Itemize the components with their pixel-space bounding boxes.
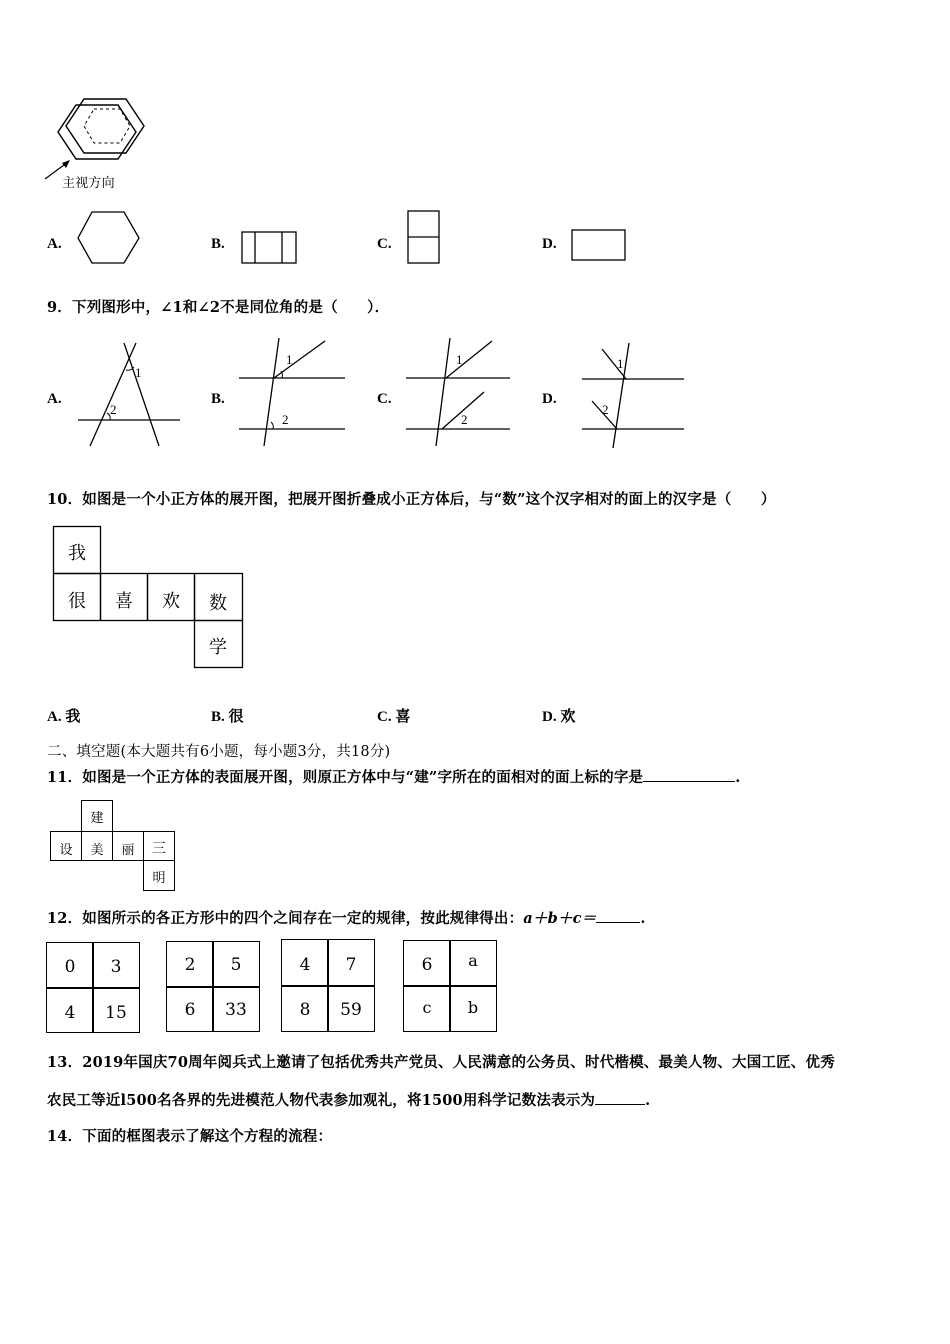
angle-2-label: 2 [461, 412, 468, 427]
square-value: 5 [230, 955, 242, 975]
q14-stem: 14．下面的框图表示了解这个方程的流程： [47, 1128, 333, 1145]
net-cell-ming: 明 [152, 871, 166, 886]
pattern-square-1 [46, 942, 140, 1033]
angle-1-label: 1 [286, 352, 293, 367]
q8-option-b-letter[interactable]: B. [211, 236, 225, 252]
square-value: 2 [184, 955, 196, 975]
q9-option-c-letter[interactable]: C. [377, 391, 392, 407]
q9-stem: 9．下列图形中，∠1和∠2不是同位角的是（ ）． [47, 299, 390, 316]
square-value: 6 [421, 955, 433, 975]
angle-2-label: 2 [110, 402, 117, 417]
q8-option-a-letter[interactable]: A. [47, 236, 62, 252]
square-value: 0 [64, 957, 76, 977]
q10-option-c[interactable]: C. 喜 [377, 709, 411, 725]
angle-1-label: 1 [456, 352, 463, 367]
q11-stem: 11．如图是一个正方体的表面展开图，则原正方体中与“建”字所在的面相对的面上标的字是 . [47, 769, 741, 786]
square-value: 33 [225, 1000, 247, 1020]
q10-stem: 10．如图是一个小正方体的展开图，把展开图折叠成小正方体后，与“数”这个汉字相对的面上的汉字是（ ） [47, 491, 776, 508]
square-value: 8 [299, 1000, 311, 1020]
q10-option-d[interactable]: D. 欢 [542, 709, 576, 725]
stacked-rectangles-shape [407, 210, 441, 265]
q10-cube-net [53, 526, 245, 669]
three-rectangles-shape [241, 231, 297, 265]
q9-option-b-letter[interactable]: B. [211, 391, 225, 407]
square-value: a [468, 951, 478, 970]
net-cell-li: 丽 [121, 843, 135, 858]
net-cell-she: 设 [59, 843, 73, 858]
net-cell-san: 三 [152, 841, 166, 857]
q9-option-d-letter[interactable]: D. [542, 391, 557, 407]
view-direction-label: 主视方向 [62, 176, 115, 191]
answer-blank[interactable] [595, 1092, 645, 1105]
q10-option-b[interactable]: B. 很 [211, 709, 244, 725]
answer-blank[interactable] [643, 769, 735, 782]
pattern-square-2 [166, 941, 260, 1032]
pattern-square-4 [403, 940, 497, 1032]
square-value: b [467, 998, 479, 1017]
q10-option-a[interactable]: A. 我 [47, 709, 81, 725]
square-value: 15 [105, 1003, 127, 1023]
net-cell-xue: 学 [209, 637, 227, 658]
q11-cube-net [49, 799, 179, 893]
pattern-square-3 [281, 939, 375, 1032]
q9-figure-d [580, 340, 686, 450]
q13-line-1: 13．2019年国庆70周年阅兵式上邀请了包括优秀共产党员、人民满意的公务员、时代楷模、最美人物、大国工匠、优秀 [47, 1054, 835, 1071]
hexagon-shape [76, 210, 142, 266]
q9-option-a-letter[interactable]: A. [47, 391, 62, 407]
section-2-heading: 二、填空题(本大题共有6小题，每小题3分，共18分) [47, 744, 391, 760]
square-value: 7 [345, 955, 357, 975]
angle-1-label: 1 [135, 365, 142, 380]
square-value: c [422, 998, 432, 1017]
square-value: 6 [184, 1000, 196, 1020]
square-value: 59 [340, 1000, 362, 1020]
single-rectangle-shape [571, 229, 627, 262]
net-cell-mei: 美 [90, 843, 104, 858]
q12-stem: 12．如图所示的各正方形中的四个之间存在一定的规律，按此规律得出：a＋b＋c＝ . [47, 910, 646, 927]
angle-1-label: 1 [617, 356, 624, 371]
square-value: 4 [64, 1003, 76, 1023]
answer-blank[interactable] [596, 910, 640, 923]
net-cell-wo: 我 [68, 543, 86, 564]
q8-option-c-letter[interactable]: C. [377, 236, 392, 252]
angle-2-label: 2 [282, 412, 289, 427]
square-value: 4 [299, 955, 311, 975]
q9-figure-b [237, 336, 347, 448]
angle-2-label: 2 [602, 402, 609, 417]
net-cell-jian: 建 [90, 811, 104, 826]
q13-line-2: 农民工等近l500名各界的先进模范人物代表参加观礼，将1500用科学记数法表示为 . [47, 1092, 651, 1109]
net-cell-xi: 喜 [115, 591, 133, 612]
q9-figure-a [74, 340, 184, 450]
q8-option-d-letter[interactable]: D. [542, 236, 557, 252]
net-cell-shu: 数 [209, 593, 227, 614]
net-cell-hen: 很 [68, 591, 86, 612]
net-cell-huan: 欢 [162, 591, 180, 612]
q9-figure-c [404, 336, 514, 448]
square-value: 3 [110, 957, 122, 977]
